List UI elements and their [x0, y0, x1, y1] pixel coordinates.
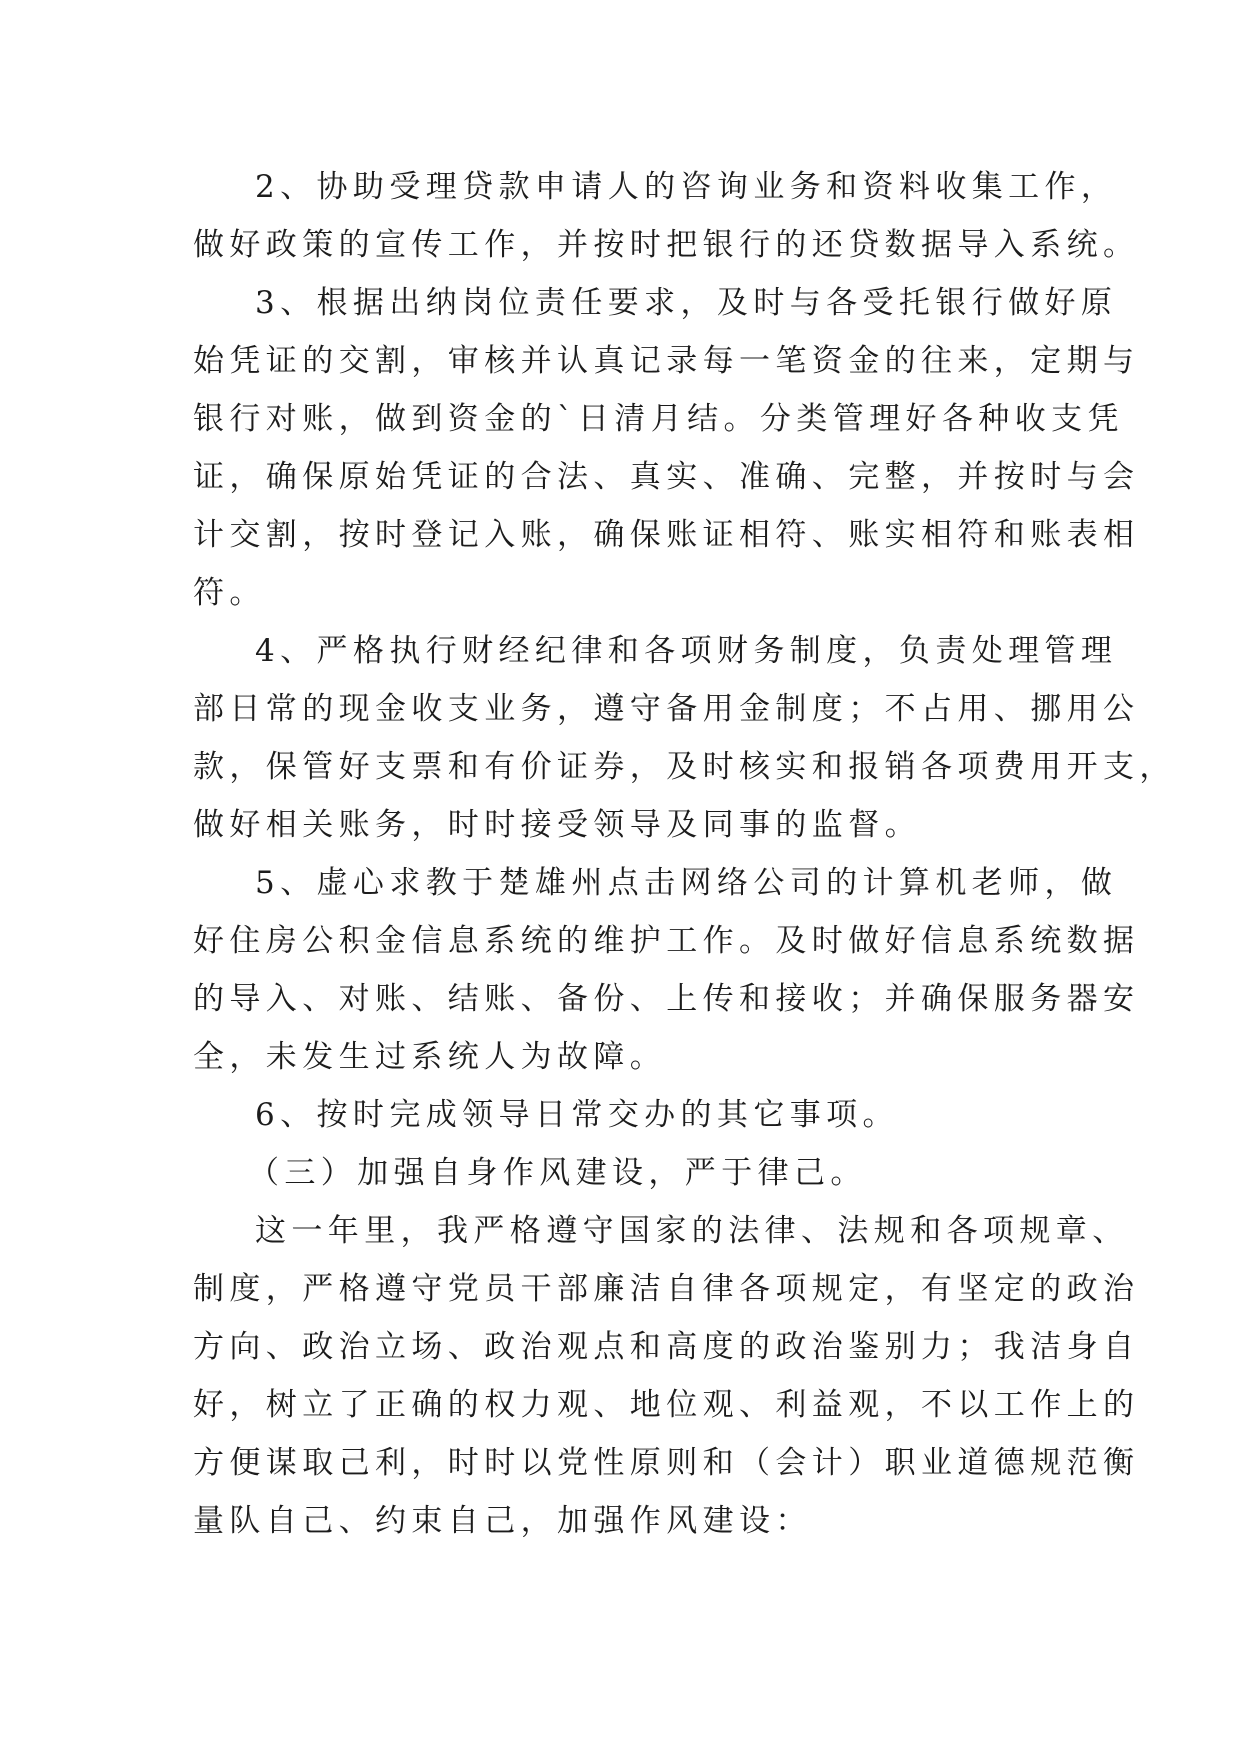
section-heading: （三）加强自身作风建设，严于律己。 — [248, 1155, 867, 1191]
paragraph-line: 的导入、对账、结账、备份、上传和接收；并确保服务器安 — [193, 981, 1140, 1017]
paragraph-line: 4、严格执行财经纪律和各项财务制度，负责处理管理 — [255, 633, 1118, 669]
paragraph-line: 全，未发生过系统人为故障。 — [193, 1039, 667, 1075]
paragraph-line: 5、虚心求教于楚雄州点击网络公司的计算机老师，做 — [255, 865, 1118, 901]
paragraph-line: 证，确保原始凭证的合法、真实、准确、完整，并按时与会 — [193, 459, 1140, 495]
paragraph-line: 量队自己、约束自己，加强作风建设： — [193, 1503, 812, 1539]
paragraph-line: 做好政策的宣传工作，并按时把银行的还贷数据导入系统。 — [193, 227, 1140, 263]
paragraph-line: 好住房公积金信息系统的维护工作。及时做好信息系统数据 — [193, 923, 1140, 959]
paragraph-line: 方便谋取己利，时时以党性原则和（会计）职业道德规范衡 — [193, 1445, 1140, 1481]
paragraph-line: 做好相关账务，时时接受领导及同事的监督。 — [193, 807, 921, 843]
paragraph-line: 银行对账，做到资金的`日清月结。分类管理好各种收支凭 — [193, 401, 1124, 437]
paragraph-line: 好，树立了正确的权力观、地位观、利益观，不以工作上的 — [193, 1387, 1140, 1423]
paragraph-line: 制度，严格遵守党员干部廉洁自律各项规定，有坚定的政治 — [193, 1271, 1140, 1307]
paragraph-line: 这一年里，我严格遵守国家的法律、法规和各项规章、 — [255, 1213, 1129, 1249]
paragraph-line: 款，保管好支票和有价证券，及时核实和报销各项费用开支， — [193, 749, 1176, 785]
paragraph-line: 方向、政治立场、政治观点和高度的政治鉴别力；我洁身自 — [193, 1329, 1140, 1365]
paragraph-line: 2、协助受理贷款申请人的咨询业务和资料收集工作， — [255, 169, 1118, 205]
paragraph-line: 部日常的现金收支业务，遵守备用金制度；不占用、挪用公 — [193, 691, 1140, 727]
paragraph-line: 符。 — [193, 575, 266, 611]
paragraph-line: 始凭证的交割，审核并认真记录每一笔资金的往来，定期与 — [193, 343, 1140, 379]
paragraph-line: 3、根据出纳岗位责任要求，及时与各受托银行做好原 — [255, 285, 1118, 321]
paragraph-line: 6、按时完成领导日常交办的其它事项。 — [255, 1097, 899, 1133]
paragraph-line: 计交割，按时登记入账，确保账证相符、账实相符和账表相 — [193, 517, 1140, 553]
